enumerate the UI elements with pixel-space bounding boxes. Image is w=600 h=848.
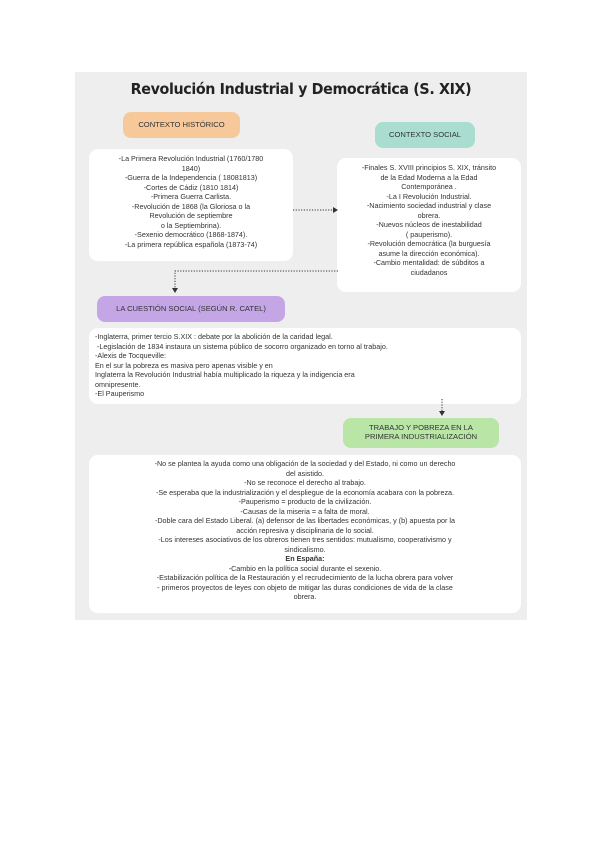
historico-label [123, 112, 240, 138]
historico-line: -La primera república española (1873-74) [124, 239, 258, 249]
cuestion-line: -Legislación de 1834 instaura un sistema público de socorro organizado en torno al trabajo. [97, 341, 388, 351]
trabajo-line: -No se plantea la ayuda como una obligación de la sociedad y del Estado, ni como un derecho [154, 459, 456, 468]
trabajo-label-line2: PRIMERA INDUSTRIALIZACIÓN [364, 432, 478, 441]
connector-historico-social [293, 206, 339, 214]
trabajo-line: -Los intereses asociativos de los obreros tienen tres sentidos: mutualismo, cooperativismo y [158, 535, 452, 544]
connector-cuestion-trabajo [437, 399, 447, 417]
trabajo-card [89, 455, 521, 613]
connector-social-cuestion [171, 270, 339, 296]
cuestion-line: -Inglaterra, primer tercio S.XIX : debate por la abolición de la caridad legal. [95, 332, 333, 341]
page-title: Revolución Industrial y Democrática (S. XIX) [130, 80, 472, 98]
social-line: -Nacimiento sociedad industrial y clase [366, 201, 492, 210]
cuestion-line: -El Pauperismo [95, 389, 145, 398]
historico-card [89, 149, 293, 261]
espana-line: -Estabilización política de la Restauración y el recrudecimiento de la lucha obrera para volver [156, 573, 454, 582]
social-line: ciudadanos [410, 267, 448, 277]
trabajo-line: -Se esperaba que la industrialización y el despliegue de la economía acabara con la pobreza. [155, 487, 455, 497]
cuestion-line: -Alexis de Tocqueville: [95, 351, 166, 360]
historico-line: -Guerra de la Independencia ( 18081813) [124, 173, 258, 182]
historico-line: -La Primera Revolución Industrial (1760/1780 [118, 154, 264, 163]
social-line: ( pauperismo). [405, 229, 453, 239]
social-line: Contemporánea . [401, 182, 457, 191]
espana-line: obrera. [293, 592, 317, 601]
historico-line: o la Septiembrina). [160, 220, 222, 230]
cuestion-label-text: LA CUESTIÓN SOCIAL (SEGÚN R. CATEL) [116, 303, 266, 313]
social-line: -Finales S. XVIII principios S. XIX, tránsito [361, 163, 497, 172]
cuestion-line: En el sur la pobreza es masiva pero apenas visible y en [95, 360, 273, 370]
social-label [375, 122, 475, 148]
historico-line: -Revolución de 1868 (la Gloriosa o la [131, 201, 251, 211]
trabajo-line: del asistido. [286, 468, 324, 478]
social-line: -Nuevos núcleos de inestabilidad [376, 220, 482, 229]
cuestion-card [89, 328, 521, 404]
trabajo-line: -No se reconoce el derecho al trabajo. [244, 478, 366, 487]
espana-heading: En España: [285, 554, 325, 563]
social-line: -Revolución democrática (la burguesía [367, 239, 491, 248]
social-label-text: CONTEXTO SOCIAL [388, 129, 461, 139]
social-line: obrera. [417, 210, 441, 220]
historico-line: Revolución de septiembre [149, 211, 233, 220]
social-line: -La I Revolución Industrial. [386, 191, 472, 201]
historico-label-text: CONTEXTO HISTÓRICO [138, 119, 225, 129]
trabajo-line: acción represiva y disciplinaria de lo social. [236, 525, 374, 535]
social-line: de la Edad Moderna a la Edad [380, 172, 478, 182]
trabajo-label-line1: TRABAJO Y POBREZA EN LA [369, 423, 473, 433]
espana-line: - primeros proyectos de leyes con objeto de mitigar las duras condiciones de vida de la clase [157, 582, 453, 592]
historico-line: 1840) [181, 163, 201, 173]
historico-line: -Sexenio democrático (1868-1874). [134, 230, 248, 239]
trabajo-label [343, 418, 499, 448]
trabajo-line: sindicalismo. [284, 544, 326, 554]
cuestion-line: omnipresente. [95, 379, 141, 389]
concept-map-sheet [75, 72, 527, 620]
social-card [337, 158, 521, 292]
espana-line: -Cambio en la política social durante el sexenio. [228, 563, 382, 573]
historico-line: -Cortes de Cádiz (1810 1814) [143, 182, 239, 192]
trabajo-line: -Causas de la miseria = a falta de moral. [240, 506, 370, 516]
cuestion-label [97, 296, 285, 322]
social-line: -Cambio mentalidad: de súbditos a [373, 258, 485, 267]
cuestion-line: Inglaterra la Revolución Industrial había multiplicado la riqueza y la indigencia era [95, 370, 355, 379]
social-line: asume la dirección económica). [378, 248, 480, 258]
trabajo-line: -Pauperismo = producto de la civilización. [238, 497, 372, 506]
historico-line: -Primera Guerra Carlista. [150, 192, 232, 201]
trabajo-line: -Doble cara del Estado Liberal. (a) defensor de las libertades económicas, y (b) apuesta por la [154, 516, 456, 525]
